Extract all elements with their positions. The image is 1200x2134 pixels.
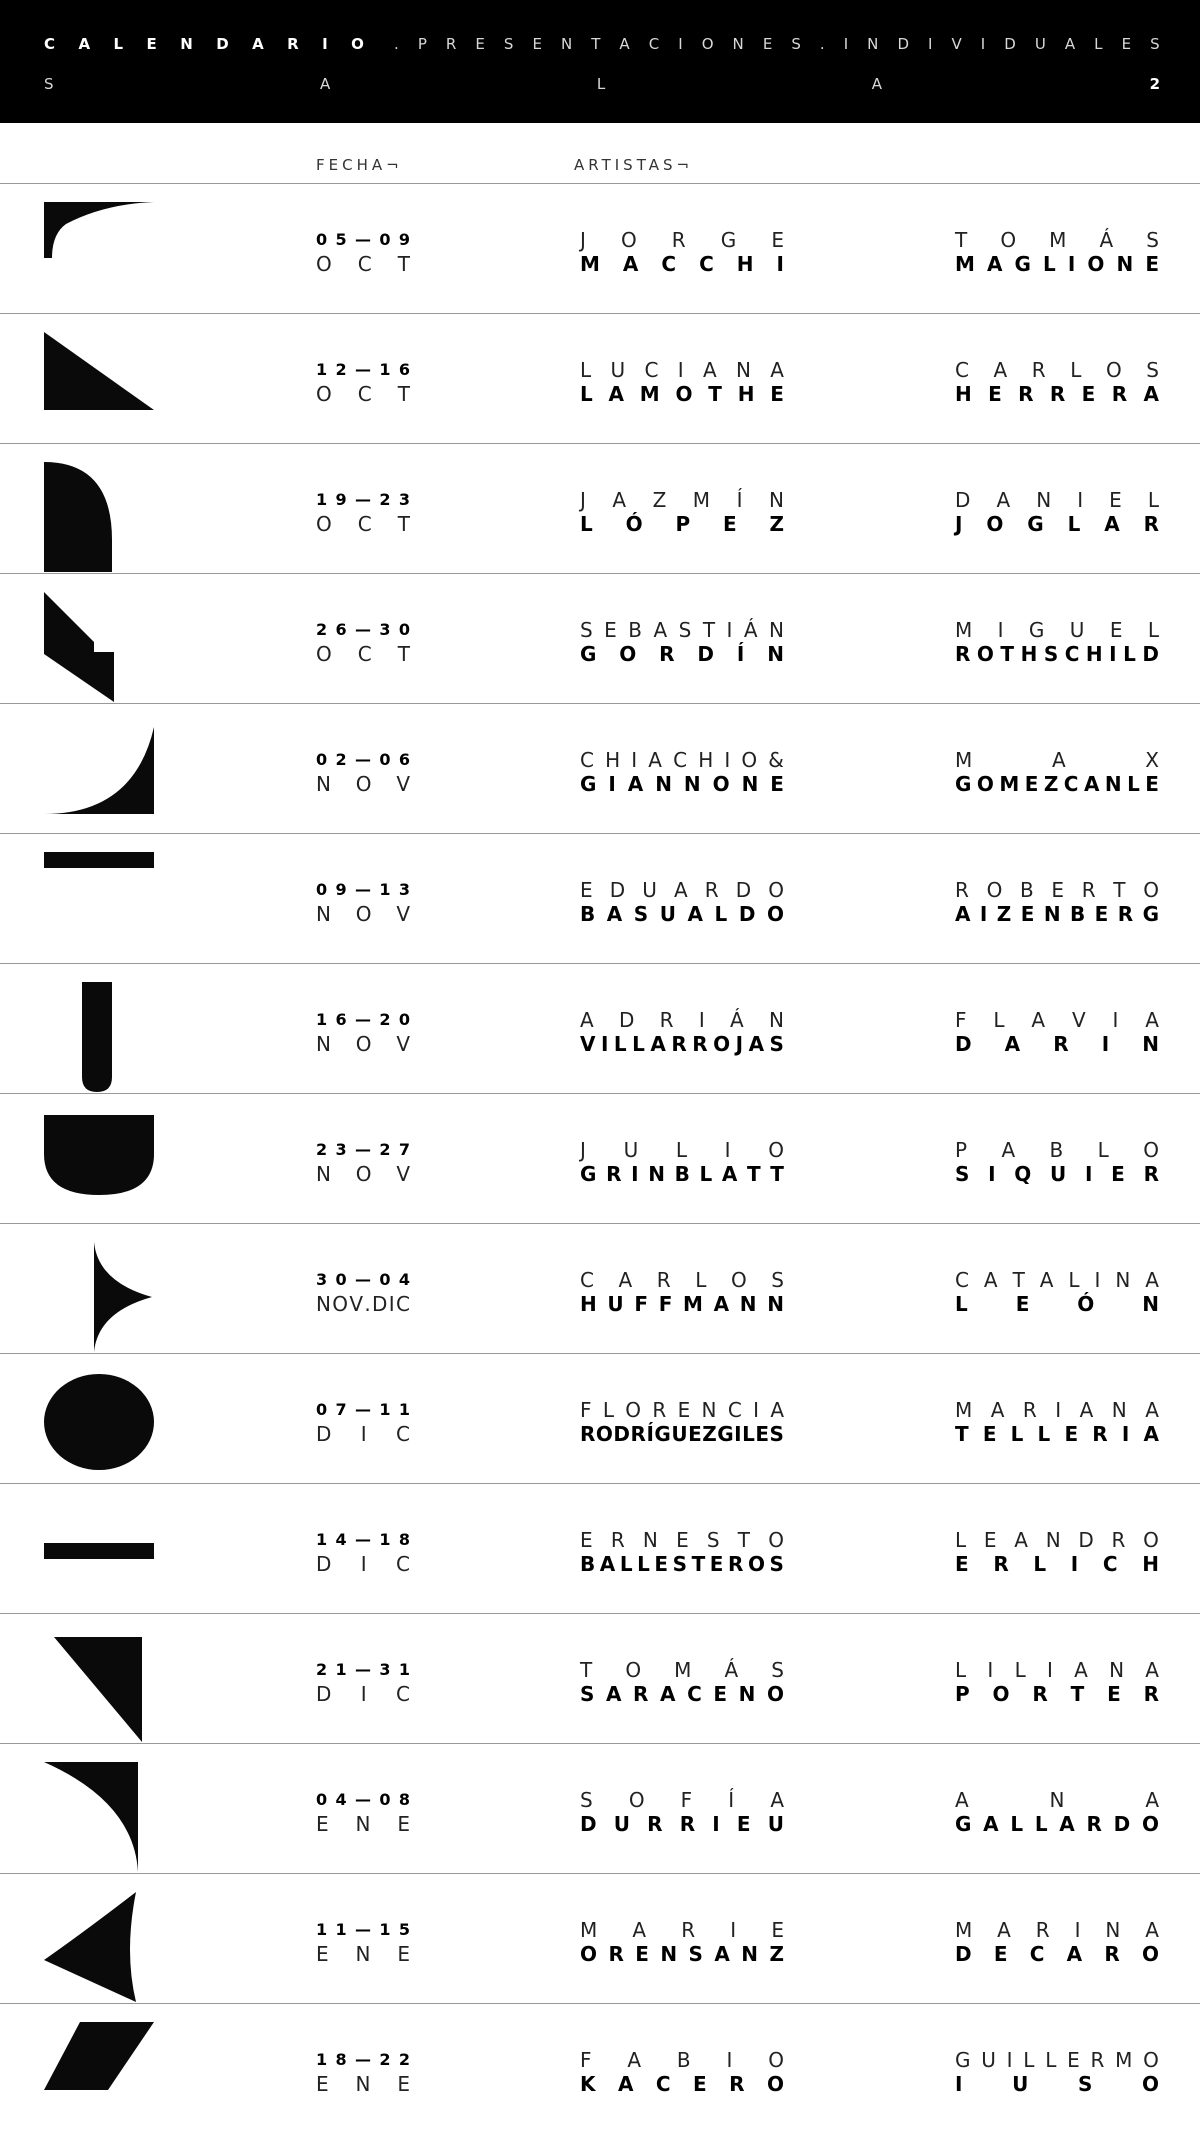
artist-last-name: L A M O T H E [580,382,784,406]
date-month: N O V [316,772,410,796]
date-days: 0 2 — 0 6 [316,750,410,769]
artist-first-name: R O B E R T O [955,878,1159,902]
schedule-row [0,703,1200,833]
artist-two [955,1138,1159,1186]
column-header-artistas: ARTISTAS¬ [574,156,694,174]
artist-one [580,1138,784,1186]
column-header-fecha: FECHA¬ [316,156,403,174]
artist-first-name: E D U A R D O [580,878,784,902]
artist-two [955,1268,1159,1316]
artist-two [955,2048,1159,2096]
artist-first-name: C H I A C H I O & [580,748,784,772]
date-days: 1 1 — 1 5 [316,1920,410,1939]
schedule-row [0,573,1200,703]
artist-first-name: M A R I A N A [955,1398,1159,1422]
date-month: N O V [316,1032,410,1056]
date-cell [316,1528,410,1576]
date-cell [316,878,410,926]
bar-top-glyph-icon [44,852,154,962]
artist-two [955,1008,1159,1056]
artist-first-name: T O M Á S [955,228,1159,252]
artist-last-name: S A R A C E N O [580,1682,784,1706]
schedule-row [0,963,1200,1093]
artist-last-name: D A R I N [955,1032,1159,1056]
artist-first-name: M A R I E [580,1918,784,1942]
artist-last-name: K A C E R O [580,2072,784,2096]
leaf-glyph-icon [44,1892,154,2002]
artist-last-name: H U F F M A N N [580,1292,784,1316]
artist-last-name: H E R R E R A [955,382,1159,406]
date-cell [316,1268,410,1316]
artist-one [580,618,784,666]
date-cell [316,618,410,666]
calendar-subtitle: . P R E S E N T A C I O N E S . I N D I V I D U A L E S [394,35,1160,53]
artist-last-name: V I L L A R R O J A S [580,1032,784,1056]
artist-one [580,748,784,796]
fold-glyph-icon [44,592,154,702]
curve-glyph-icon [44,1762,154,1872]
artist-two [955,618,1159,666]
artist-first-name: M A R I N A [955,1918,1159,1942]
artist-first-name: C A R L O S [955,358,1159,382]
date-month: N O V [316,1162,410,1186]
parallelogram-glyph-icon [44,2022,154,2132]
date-cell [316,1398,410,1446]
artist-first-name: M I G U E L [955,618,1159,642]
date-days: 0 9 — 1 3 [316,880,410,899]
artist-two [955,1658,1159,1706]
date-days: 0 7 — 1 1 [316,1400,410,1419]
quarter-glyph-icon [44,722,154,832]
date-cell [316,1138,410,1186]
artist-last-name: O R E N S A N Z [580,1942,784,1966]
artist-first-name: E R N E S T O [580,1528,784,1552]
date-month: N O V [316,902,410,926]
artist-one [580,878,784,926]
date-days: 1 9 — 2 3 [316,490,410,509]
date-cell [316,748,410,796]
artist-last-name: T E L L E R I A [955,1422,1159,1446]
schedule-row [0,183,1200,313]
artist-first-name: S O F Í A [580,1788,784,1812]
date-month: O C T [316,642,410,666]
artist-two [955,1918,1159,1966]
artist-first-name: C A T A L I N A [955,1268,1159,1292]
artist-first-name: G U I L L E R M O [955,2048,1159,2072]
schedule-row [0,1093,1200,1223]
artist-two [955,1788,1159,1836]
artist-first-name: A D R I Á N [580,1008,784,1032]
artist-last-name: M A C C H I [580,252,784,276]
date-month: D I C [316,1552,410,1576]
artist-two [955,358,1159,406]
date-cell [316,228,410,276]
artist-first-name: L U C I A N A [580,358,784,382]
schedule-row [0,443,1200,573]
artist-last-name: G I A N N O N E [580,772,784,796]
artist-last-name: D U R R I E U [580,1812,784,1836]
dome-glyph-icon [44,462,154,572]
artist-one [580,1528,784,1576]
schedule-row [0,2003,1200,2133]
artist-two [955,1528,1159,1576]
artist-one [580,358,784,406]
artist-first-name: M A X [955,748,1159,772]
date-cell [316,2048,410,2096]
date-month: O C T [316,382,410,406]
artist-first-name: T O M Á S [580,1658,784,1682]
date-month: D I C [316,1682,410,1706]
schedule-row [0,1743,1200,1873]
artist-last-name: D E C A R O [955,1942,1159,1966]
schedule-row [0,1353,1200,1483]
date-cell [316,1918,410,1966]
bar-mid-glyph-icon [44,1502,154,1612]
bowl-glyph-icon [44,1112,154,1222]
date-month: D I C [316,1422,410,1446]
artist-last-name: S I Q U I E R [955,1162,1159,1186]
artist-first-name: F A B I O [580,2048,784,2072]
date-days: 1 2 — 1 6 [316,360,410,379]
stem-glyph-icon [44,982,154,1092]
artist-last-name: I U S O [955,2072,1159,2096]
artist-first-name: S E B A S T I Á N [580,618,784,642]
schedule-row [0,833,1200,963]
sala-number: 2 [1149,75,1160,93]
schedule-row [0,1223,1200,1353]
artist-one [580,1268,784,1316]
artist-first-name: F L O R E N C I A [580,1398,784,1422]
date-days: 1 6 — 2 0 [316,1010,410,1029]
date-cell [316,1008,410,1056]
artist-one [580,1658,784,1706]
schedule-row [0,1613,1200,1743]
date-month: E N E [316,1812,410,1836]
date-month: O C T [316,252,410,276]
artist-two [955,1398,1159,1446]
date-month: E N E [316,1942,410,1966]
artist-first-name: L E A N D R O [955,1528,1159,1552]
artist-last-name: G A L L A R D O [955,1812,1159,1836]
schedule-row [0,313,1200,443]
artist-one [580,1788,784,1836]
artist-last-name: J O G L A R [955,512,1159,536]
date-days: 2 3 — 2 7 [316,1140,410,1159]
date-days: 3 0 — 0 4 [316,1270,410,1289]
artist-last-name: G R I N B L A T T [580,1162,784,1186]
date-month: O C T [316,512,410,536]
artist-last-name: R O D R Í G U E Z G I L E S [580,1422,784,1446]
artist-first-name: P A B L O [955,1138,1159,1162]
artist-last-name: E R L I C H [955,1552,1159,1576]
date-cell [316,488,410,536]
date-month: N O V . D I C [316,1292,410,1316]
date-days: 0 4 — 0 8 [316,1790,410,1809]
sala-label: S A L A [44,75,882,93]
date-days: 2 6 — 3 0 [316,620,410,639]
artist-last-name: B A S U A L D O [580,902,784,926]
artist-one [580,1398,784,1446]
date-days: 1 4 — 1 8 [316,1530,410,1549]
circle-glyph-icon [44,1372,154,1482]
artist-two [955,488,1159,536]
date-cell [316,1658,410,1706]
artist-one [580,1918,784,1966]
wedge-glyph-icon [44,1632,154,1742]
artist-last-name: P O R T E R [955,1682,1159,1706]
artist-first-name: J U L I O [580,1138,784,1162]
header-sala-row [44,75,1160,93]
date-cell [316,358,410,406]
artist-one [580,488,784,536]
artist-last-name: A I Z E N B E R G [955,902,1159,926]
artist-last-name: G O M E Z C A N L E [955,772,1159,796]
date-month: E N E [316,2072,410,2096]
date-days: 1 8 — 2 2 [316,2050,410,2069]
artist-first-name: L I L I A N A [955,1658,1159,1682]
artist-one [580,228,784,276]
artist-one [580,1008,784,1056]
artist-first-name: J A Z M Í N [580,488,784,512]
artist-two [955,228,1159,276]
artist-last-name: G O R D Í N [580,642,784,666]
artist-first-name: J O R G E [580,228,784,252]
artist-first-name: C A R L O S [580,1268,784,1292]
artist-last-name: B A L L E S T E R O S [580,1552,784,1576]
schedule-row [0,1483,1200,1613]
thorn-glyph-icon [44,1242,154,1352]
artist-first-name: A N A [955,1788,1159,1812]
triangle-glyph-icon [44,332,154,442]
calendar-title: C A L E N D A R I O [44,35,364,53]
hook-glyph-icon [44,202,154,312]
artist-last-name: L E Ó N [955,1292,1159,1316]
artist-last-name: R O T H S C H I L D [955,642,1159,666]
artist-one [580,2048,784,2096]
date-days: 2 1 — 3 1 [316,1660,410,1679]
schedule-row [0,1873,1200,2003]
date-days: 0 5 — 0 9 [316,230,410,249]
artist-two [955,878,1159,926]
page-header [0,0,1200,123]
date-cell [316,1788,410,1836]
artist-first-name: D A N I E L [955,488,1159,512]
artist-first-name: F L A V I A [955,1008,1159,1032]
header-title-row [44,35,1160,53]
artist-last-name: L Ó P E Z [580,512,784,536]
artist-two [955,748,1159,796]
artist-last-name: M A G L I O N E [955,252,1159,276]
